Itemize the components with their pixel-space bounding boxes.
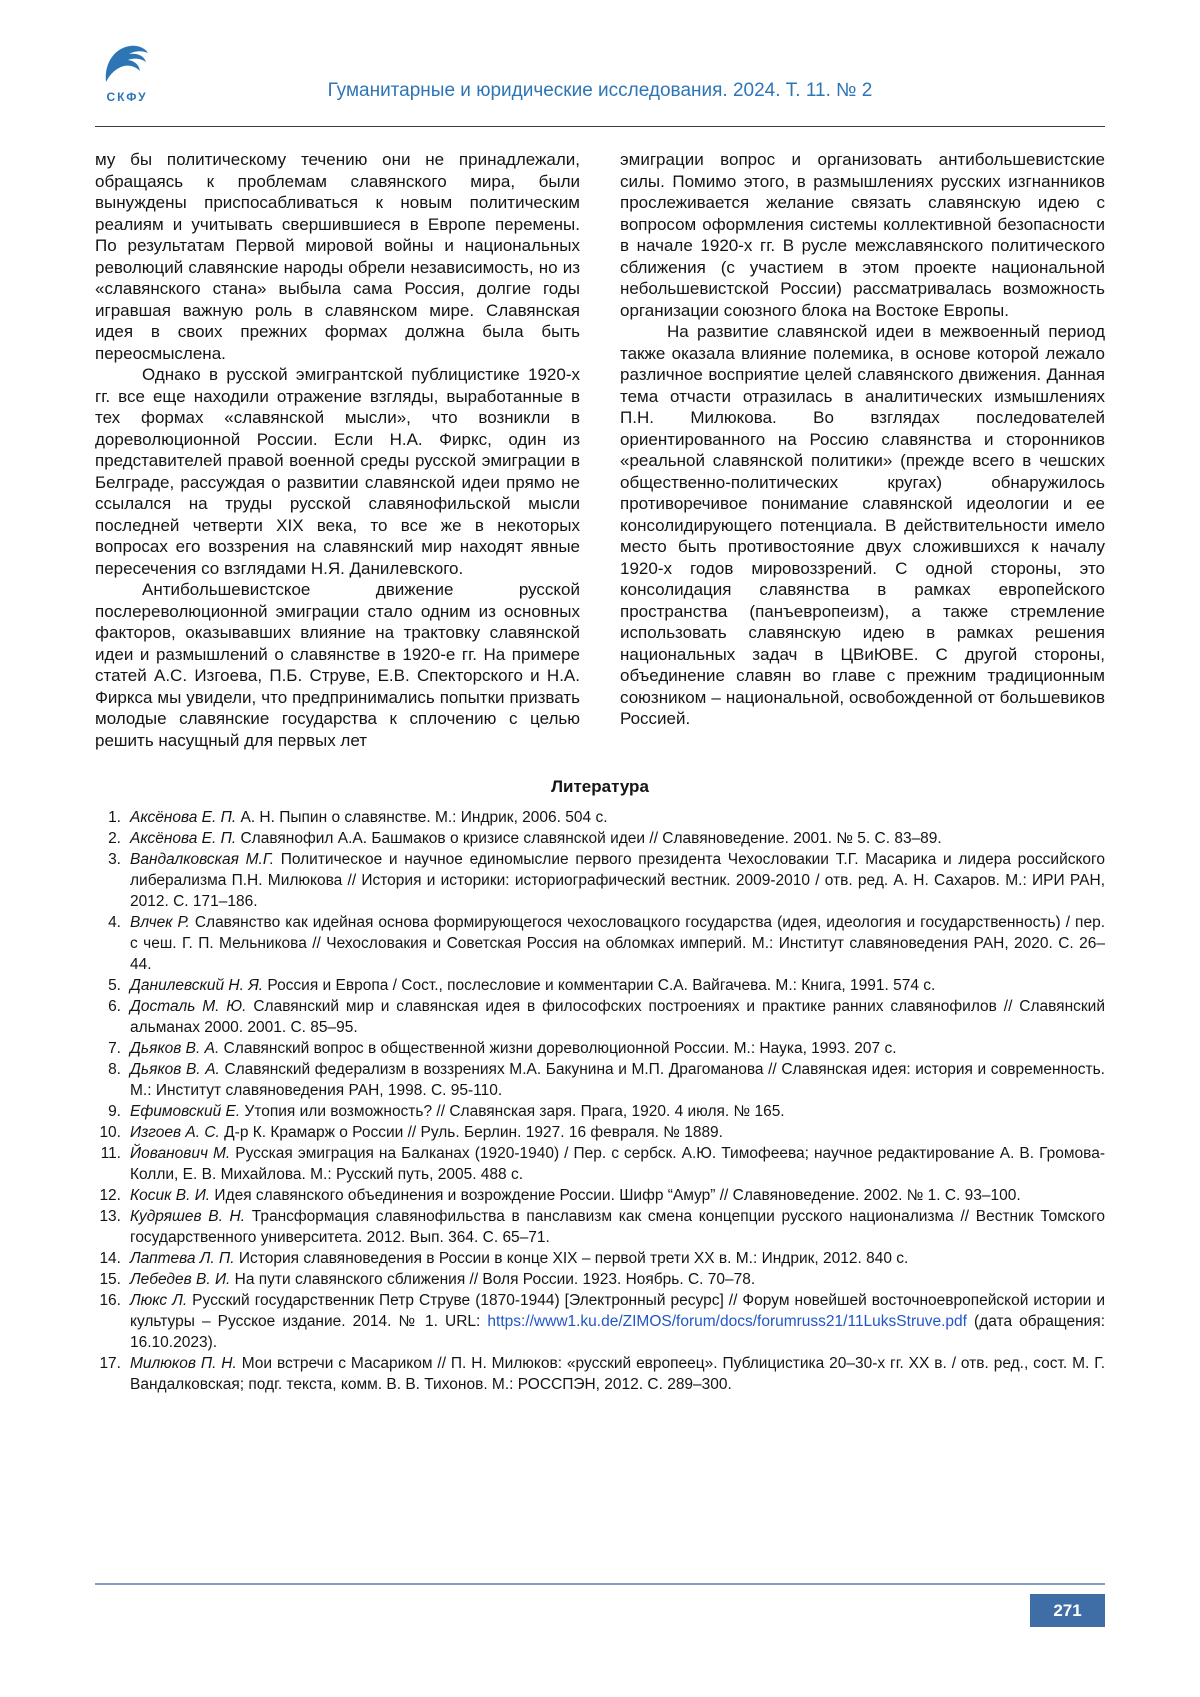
reference-text <box>130 1353 1105 1395</box>
reference-body: Д-р К. Крамарж о России // Руль. Берлин. 1927. 16 февраля. № 1889. <box>224 1124 723 1141</box>
left-column <box>95 149 580 751</box>
reference-text <box>130 1248 1105 1269</box>
reference-body: (дата обращения: 16.10.2023). <box>130 1313 1105 1351</box>
reference-author: Ефимовский Е. <box>130 1103 241 1120</box>
reference-body: Русский государственник Петр Струве (1870-1944) [Электронный ресурс] // Форум новейшей восточноевропейской истории и культуры – Русское издание. 2014. № 1. URL: <box>130 1292 1105 1330</box>
reference-body: На пути славянского сближения // Воля России. 1923. Ноябрь. С. 70–78. <box>234 1271 756 1288</box>
reference-body: Россия и Европа / Сост., послесловие и комментарии С.А. Вайгачева. М.: Книга, 1991. 574 с. <box>267 977 936 994</box>
reference-number: 13. <box>99 1208 121 1225</box>
reference-author: Лаптева Л. П. <box>130 1250 235 1267</box>
reference-text <box>130 1059 1105 1101</box>
reference-author: Влчек Р. <box>130 914 190 931</box>
reference-body: Славянский федерализм в воззрениях М.А. Бакунина и М.П. Драгоманова // Славянская идея: история и современность. М.: Институт славяноведения РАН, 1998. С. 95-110. <box>130 1061 1105 1099</box>
university-logo <box>91 42 163 104</box>
reference-text <box>130 807 1105 828</box>
reference-number: 15. <box>99 1271 121 1288</box>
reference-body: Славянский вопрос в общественной жизни дореволюционной России. М.: Наука, 1993. 207 с. <box>223 1040 897 1057</box>
reference-body: Славянство как идейная основа формирующегося чехословацкого государства (идея, идеология и государственность) / пер. с чеш. Г. П. Мельникова // Чехословакия и Советская Россия на обломках империй. М.: Институт славяноведения РАН, 2020. С. 26–44. <box>130 914 1105 973</box>
reference-number: 14. <box>99 1250 121 1267</box>
reference-text <box>130 996 1105 1038</box>
reference-item <box>95 1143 1105 1185</box>
reference-author: Косик В. И. <box>130 1187 211 1204</box>
reference-body: История славяноведения в России в конце XIX – первой трети XX в. М.: Индрик, 2012. 840 с. <box>238 1250 909 1267</box>
footer-divider <box>95 1583 1105 1585</box>
paragraph: эмиграции вопрос и организовать антибольшевистские силы. Помимо этого, в размышлениях русских изгнанников прослеживается желание связать славянскую идею с вопросом оформления системы коллективной безопасности в начале 1920-х гг. В русле межславянского политического сближения (с участием в этом проекте национальной небольшевистской России) рассматривалась возможность организации союзного блока на Востоке Европы. <box>620 150 1105 320</box>
reference-author: Досталь М. Ю. <box>130 998 247 1015</box>
reference-item <box>95 1122 1105 1143</box>
reference-author: Изгоев А. С. <box>130 1124 220 1141</box>
reference-item <box>95 1059 1105 1101</box>
reference-body: Русская эмиграция на Балканах (1920-1940) / Пер. с сербск. А.Ю. Тимофеева; научное редактирование А. В. Громова-Колли, Е. В. Михайлова. М.: Русский путь, 2005. 488 с. <box>130 1145 1105 1183</box>
reference-number: 8. <box>108 1061 121 1078</box>
reference-item <box>95 1248 1105 1269</box>
reference-number: 2. <box>108 830 121 847</box>
reference-author: Милюков П. Н. <box>130 1355 237 1372</box>
reference-body: Трансформация славянофильства в панславизм как смена концепции русского национализма // Вестник Томского государственного университета. 2012. Вып. 364. С. 65–71. <box>130 1208 1106 1246</box>
reference-item <box>95 1206 1105 1248</box>
reference-text <box>130 1269 1105 1290</box>
reference-item <box>95 975 1105 996</box>
reference-text <box>130 1038 1105 1059</box>
reference-item <box>95 1101 1105 1122</box>
reference-number: 9. <box>108 1103 121 1120</box>
reference-text <box>130 828 1105 849</box>
reference-body: Мои встречи с Масариком // П. Н. Милюков: «русский европеец». Публицистика 20–30-х гг. XX в. / отв. ред., сост. М. Г. Вандалковская; подг. текста, комм. В. В. Тихонов. М.: РОССПЭН, 2012. С. 289–300. <box>130 1355 1105 1393</box>
reference-author: Аксёнова Е. П. <box>130 809 237 826</box>
reference-text <box>130 1206 1105 1248</box>
reference-text <box>130 849 1105 912</box>
logo-text: СКФУ <box>106 90 148 104</box>
swan-logo-icon <box>100 71 154 88</box>
reference-item <box>95 1185 1105 1206</box>
header-divider <box>95 126 1105 127</box>
journal-header: Гуманитарные и юридические исследования. 2024. Т. 11. № 2 <box>327 80 873 101</box>
reference-number: 1. <box>108 809 121 826</box>
reference-number: 17. <box>99 1355 121 1372</box>
reference-item <box>95 849 1105 912</box>
reference-body: Утопия или возможность? // Славянская заря. Прага, 1920. 4 июля. № 165. <box>244 1103 785 1120</box>
reference-author: Дьяков В. А. <box>130 1061 220 1078</box>
reference-text <box>130 1101 1105 1122</box>
reference-number: 3. <box>108 851 121 868</box>
reference-text <box>130 1185 1105 1206</box>
reference-text <box>130 912 1105 975</box>
reference-number: 16. <box>99 1292 121 1309</box>
reference-text <box>130 975 1105 996</box>
masthead <box>95 50 1105 118</box>
reference-author: Лебедев В. И. <box>130 1271 231 1288</box>
reference-body: Идея славянского объединения и возрождение России. Шифр “Амур” // Славяноведение. 2002. № 1. С. 93–100. <box>214 1187 1021 1204</box>
paragraph: му бы политическому течению они не принадлежали, обращаясь к проблемам славянского мира, были вынуждены приспосабливаться к новым политическим реалиям и учитывать свершившиеся в Европе перемены. По результатам Первой мировой войны и национальных революций славянские народы обрели независимость, но из «славянского стана» выбыла сама Россия, долгие годы игравшая важную роль в славянском мире. Славянская идея в своих прежних формах должна была быть переосмыслена. <box>95 150 580 363</box>
reference-number: 6. <box>108 998 121 1015</box>
reference-author: Данилевский Н. Я. <box>130 977 264 994</box>
paragraph: На развитие славянской идеи в межвоенный период также оказала влияние полемика, в основе которой лежало различное восприятие целей славянского движения. Данная тема отчасти отразилась в аналитических измышлениях П.Н. Милюкова. Во взглядах последователей ориентированного на Россию славянства и сторонников «реальной славянской политики» (прежде всего в чешских общественно-политических кругах) обнаружилось противоречивое понимание славянской идеологии и ее консолидирующего потенциала. В действительности имело место быть противостояние двух сложившихся к началу 1920-х годов мировоззрений. С одной стороны, это консолидация славянства в рамках европейского пространства (панъевропеизм), а также стремление использовать славянскую идею в рамках решения национальных задач в ЦВиЮВЕ. С другой стороны, объединение славян во главе с прежним традиционным союзником – национальной, освобожденной от большевиков Россией. <box>620 322 1105 728</box>
reference-text <box>130 1143 1105 1185</box>
reference-author: Кудряшев В. Н. <box>130 1208 246 1225</box>
reference-number: 4. <box>108 914 121 931</box>
right-column <box>620 149 1105 751</box>
reference-number: 10. <box>99 1124 121 1141</box>
paragraph: Антибольшевистское движение русской послереволюционной эмиграции стало одним из основных факторов, оказывавших влияние на трактовку славянской идеи и размышлений о славянстве в 1920-е гг. На примере статей А.С. Изгоева, П.Б. Струве, Е.В. Спекторского и Н.А. Фиркса мы увидели, что предпринимались попытки призвать молодые славянские государства к сплочению с целью решить насущный для первых лет <box>95 580 580 750</box>
reference-item <box>95 1290 1105 1353</box>
paragraph: Однако в русской эмигрантской публицистике 1920-х гг. все еще находили отражение взгляды, выработанные в тех формах «славянской мысли», что возникли в дореволюционной России. Если Н.А. Фиркс, один из представителей правой военной среды русской эмиграции в Белграде, рассуждая о развитии славянской идеи прямо не ссылался на труды русской славянофильской мысли последней четверти XIX века, то все же в некоторых вопросах его воззрения на славянский мир находят явные пересечения со взглядами Н.Я. Данилевского. <box>95 365 580 578</box>
page-number-badge: 271 <box>1030 1594 1105 1627</box>
reference-item <box>95 912 1105 975</box>
references-title: Литература <box>551 777 649 796</box>
reference-number: 12. <box>99 1187 121 1204</box>
reference-body: А. Н. Пыпин о славянстве. М.: Индрик, 2006. 504 с. <box>240 809 608 826</box>
reference-author: Аксёнова Е. П. <box>130 830 237 847</box>
reference-item <box>95 996 1105 1038</box>
article-body <box>95 149 1105 751</box>
reference-item <box>95 1269 1105 1290</box>
reference-item <box>95 807 1105 828</box>
reference-text <box>130 1122 1105 1143</box>
reference-item <box>95 1038 1105 1059</box>
reference-number: 11. <box>100 1145 121 1162</box>
reference-author: Дьяков В. А. <box>130 1040 220 1057</box>
reference-author: Люкс Л. <box>130 1292 188 1309</box>
reference-number: 5. <box>108 977 121 994</box>
reference-body: Политическое и научное единомыслие первого президента Чехословакии Т.Г. Масарика и лидера российского либерализма П.Н. Милюкова // История и историки: историографический вестник. 2009-2010 / отв. ред. А. Н. Сахаров. М.: ИРИ РАН, 2012. С. 171–186. <box>130 851 1105 910</box>
reference-author: Йованович М. <box>130 1145 231 1162</box>
reference-author: Вандалковская М.Г. <box>130 851 274 868</box>
reference-body: Славянофил А.А. Башмаков о кризисе славянской идеи // Славяноведение. 2001. № 5. С. 83–89. <box>240 830 942 847</box>
reference-number: 7. <box>108 1040 121 1057</box>
reference-text <box>130 1290 1105 1353</box>
references-list <box>95 807 1105 1395</box>
reference-url-link[interactable]: https://www1.ku.de/ZIMOS/forum/docs/forumruss21/11LuksStruve.pdf <box>487 1313 967 1330</box>
reference-item <box>95 1353 1105 1395</box>
reference-body: Славянский мир и славянская идея в философских построениях и практике ранних славянофилов // Славянский альманах 2000. 2001. С. 85–95. <box>130 998 1105 1036</box>
reference-item <box>95 828 1105 849</box>
